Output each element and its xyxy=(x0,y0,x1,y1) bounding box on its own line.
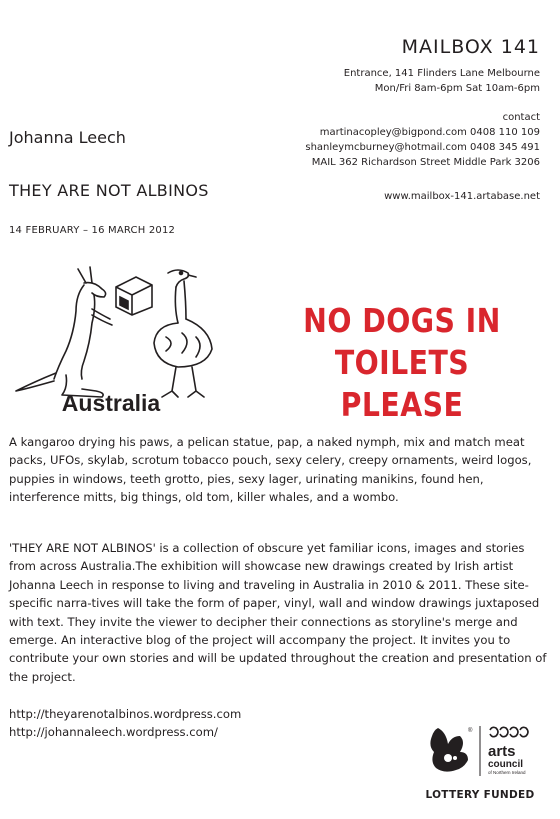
exhibition-dates: 14 FEBRUARY – 16 MARCH 2012 xyxy=(9,225,176,236)
council-word: council xyxy=(488,759,524,770)
blog-links xyxy=(9,705,241,741)
arts-word: arts xyxy=(488,743,516,760)
sign-line-1: NO DOGS IN xyxy=(303,301,501,340)
australia-label: Australia xyxy=(61,390,161,415)
artist-name: Johanna Leech xyxy=(9,128,126,147)
lottery-funded-label: LOTTERY FUNDED xyxy=(425,789,535,801)
australia-illustration xyxy=(6,263,216,415)
council-subtitle: of Northern Ireland xyxy=(488,770,526,775)
contact-email-2[interactable]: shanleymcburney@hotmail.com 0408 345 491 xyxy=(305,142,540,153)
lottery-arts-council-logo xyxy=(420,722,540,780)
website-link[interactable]: www.mailbox-141.artabase.net xyxy=(384,191,540,202)
opening-hours: Mon/Fri 8am-6pm Sat 10am-6pm xyxy=(374,83,540,94)
venue-address xyxy=(344,66,540,96)
venue-name: MAILBOX 141 xyxy=(401,36,540,58)
arts-council-logo-icon xyxy=(488,727,528,775)
blog-link-1[interactable]: http://theyarenotalbinos.wordpress.com xyxy=(9,707,242,721)
kangaroo-illustration xyxy=(16,267,112,397)
emu-illustration xyxy=(154,270,212,397)
contact-email-1[interactable]: martinacopley@bigpond.com 0408 110 109 xyxy=(319,127,540,138)
address-line: Entrance, 141 Flinders Lane Melbourne xyxy=(343,68,540,79)
exhibition-title: THEY ARE NOT ALBINOS xyxy=(9,181,209,200)
contact-label: contact xyxy=(502,112,540,123)
box-illustration xyxy=(116,277,152,315)
mail-address: MAIL 362 Richardson Street Middle Park 3206 xyxy=(311,157,540,168)
no-dogs-sign xyxy=(282,300,522,424)
sign-line-2: TOILETS PLEASE xyxy=(334,343,470,424)
description-paragraph-2: 'THEY ARE NOT ALBINOS' is a collection of obscure yet familiar icons, images and stories from across Australia.The exhibition will showcase new drawings created by Irish artist Johanna Leech in response to living and traveling in Australia in 2010 & 2011. These site-specific narra-tives will take the form of paper, vinyl, wall and window drawings juxtaposed with text. They invite the viewer to decipher their connections as storyline's merge and emerge. An interactive blog of the project will accompany the project. It invites you to contribute your own stories and will be updated throughout the creation and presentation of the project. xyxy=(9,541,547,684)
contact-block xyxy=(305,110,540,170)
description-paragraph-1: A kangaroo drying his paws, a pelican statue, pap, a naked nymph, mix and match meat packs, UFOs, skylab, scrotum tobacco pouch, sexy celery, creepy ornaments, weird logos, puppies in windows, teeth grotto, pies, sexy lager, urinating manikins, found hen, interference mitts, big things, old tom, killer whales, and a wombo. xyxy=(9,435,532,505)
lottery-hand-icon xyxy=(430,727,473,772)
blog-link-2[interactable]: http://johannaleech.wordpress.com/ xyxy=(9,725,218,739)
svg-text:®: ® xyxy=(468,728,473,734)
